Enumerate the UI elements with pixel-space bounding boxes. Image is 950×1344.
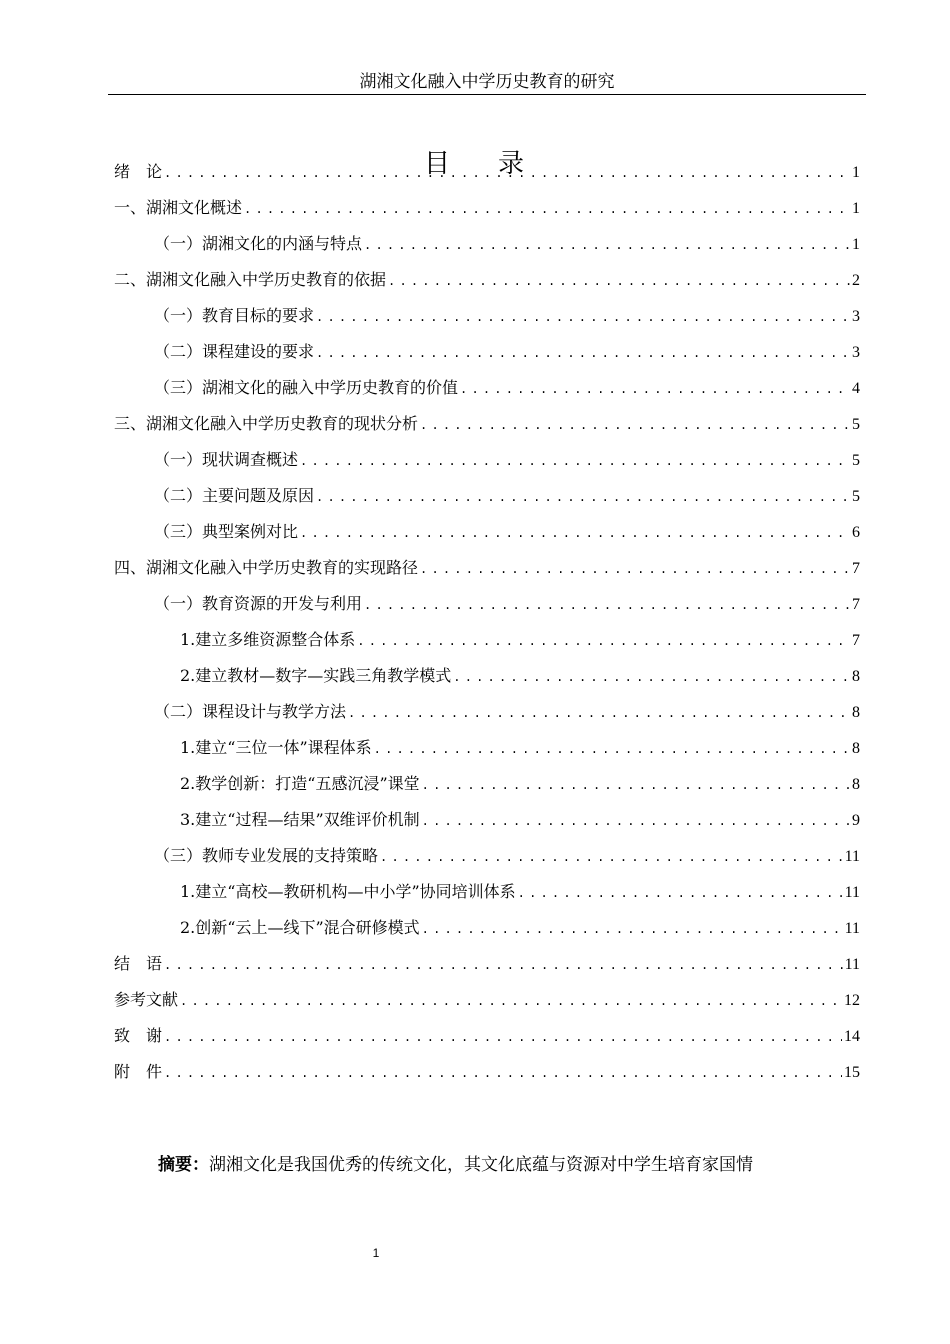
toc-entry-chapter-1[interactable] [114,195,860,221]
toc-entry-page: 7 [852,632,860,649]
toc-leader-dots [300,448,850,474]
toc-entry-section-1-1[interactable] [154,231,860,257]
toc-entry-page: 8 [852,740,860,757]
toc-leader-dots [164,952,843,978]
toc-entry-label: （三）典型案例对比 [154,522,299,541]
toc-leader-dots [348,700,850,726]
toc-title-right: 录 [498,149,527,179]
toc-entry-section-4-2-2[interactable] [180,771,860,797]
toc-entry-label: （二）课程设计与教学方法 [154,702,347,721]
toc-entry-page: 3 [852,344,860,361]
toc-entry-acknowledgements[interactable] [114,1023,860,1049]
toc-entry-page: 8 [852,704,860,721]
toc-entry-label: （一）湖湘文化的内涵与特点 [154,234,363,253]
toc-entry-conclusion[interactable] [114,951,860,977]
toc-entry-page: 7 [852,596,860,613]
toc-leader-dots [244,196,850,222]
toc-entry-appendix[interactable] [114,1059,860,1085]
toc-entry-chapter-3[interactable] [114,411,860,437]
toc-entry-section-2-1[interactable] [154,303,860,329]
toc-leader-dots [364,232,850,258]
toc-entry-references[interactable] [114,987,860,1013]
toc-entry-label: 1.建立多维资源整合体系 [180,630,356,649]
toc-entry-introduction[interactable] [114,159,860,185]
toc-entry-label: 2.创新“云上—线下”混合研修模式 [180,918,420,937]
toc-entry-page: 11 [844,884,860,901]
abstract-text: 湖湘文化是我国优秀的传统文化，其文化底蕴与资源对中学生培育家国情 [209,1155,753,1175]
toc-entry-section-3-2[interactable] [154,483,860,509]
toc-leader-dots [420,412,850,438]
toc-entry-section-3-3[interactable] [154,519,860,545]
toc-leader-dots [164,1060,842,1086]
toc-leader-dots [164,160,850,186]
toc-entry-label: 1.建立“高校—教研机构—中小学”协同培训体系 [180,882,516,901]
toc-entry-section-4-3-1[interactable] [180,879,860,905]
toc-entry-label: （一）教育目标的要求 [154,306,315,325]
toc-entry-label: 结 语 [114,954,163,973]
toc-entry-label: （二）主要问题及原因 [154,486,315,505]
toc-entry-section-2-3[interactable] [154,375,860,401]
toc-leader-dots [357,628,850,654]
abstract-paragraph [158,1152,858,1178]
toc-leader-dots [518,880,843,906]
toc-entry-label: 四、湖湘文化融入中学历史教育的实现路径 [114,558,419,577]
page-number: 1 [372,1246,380,1260]
toc-leader-dots [422,772,850,798]
toc-entry-label: 致 谢 [114,1026,163,1045]
toc-entry-label: 附 件 [114,1062,163,1081]
toc-entry-section-4-1[interactable] [154,591,860,617]
toc-title-left: 目 [423,149,452,179]
toc-entry-label: 参考文献 [114,990,179,1009]
toc-leader-dots [380,844,843,870]
toc-entry-label: （二）课程建设的要求 [154,342,315,361]
toc-leader-dots [453,664,850,690]
toc-entry-chapter-4[interactable] [114,555,860,581]
toc-entry-section-4-2[interactable] [154,699,860,725]
toc-entry-label: 3.建立“过程—结果”双维评价机制 [180,810,420,829]
toc-leader-dots [300,520,850,546]
abstract-label: 摘要： [158,1155,209,1175]
toc-leader-dots [364,592,850,618]
toc-entry-page: 15 [844,1064,860,1081]
toc-leader-dots [422,916,843,942]
toc-leader-dots [374,736,850,762]
toc-entry-label: （三）湖湘文化的融入中学历史教育的价值 [154,378,459,397]
toc-entry-page: 14 [844,1028,860,1045]
toc-entry-page: 5 [852,416,860,433]
toc-entry-page: 5 [852,488,860,505]
toc-leader-dots [316,484,850,510]
toc-entry-label: 1.建立“三位一体”课程体系 [180,738,372,757]
toc-entry-label: 一、湖湘文化概述 [114,198,243,217]
toc-entry-section-4-3-2[interactable] [180,915,860,941]
toc-entry-section-4-1-1[interactable] [180,627,860,653]
toc-entry-section-4-3[interactable] [154,843,860,869]
toc-entry-page: 6 [852,524,860,541]
toc-entry-section-2-2[interactable] [154,339,860,365]
toc-leader-dots [420,556,850,582]
toc-entry-page: 1 [852,200,860,217]
toc-entry-page: 12 [844,992,860,1009]
toc-entry-page: 7 [852,560,860,577]
header-rule [108,94,866,95]
toc-leader-dots [460,376,850,402]
toc-entry-section-4-1-2[interactable] [180,663,860,689]
toc-entry-section-3-1[interactable] [154,447,860,473]
toc-entry-page: 4 [852,380,860,397]
toc-entry-page: 11 [844,920,860,937]
toc-entry-label: （三）教师专业发展的支持策略 [154,846,379,865]
toc-entry-page: 1 [852,164,860,181]
toc-entry-section-4-2-1[interactable] [180,735,860,761]
toc-entry-page: 9 [852,812,860,829]
toc-entry-label: （一）现状调查概述 [154,450,299,469]
toc-entry-page: 2 [852,272,860,289]
toc-leader-dots [316,340,850,366]
toc-entry-label: 二、湖湘文化融入中学历史教育的依据 [114,270,387,289]
toc-entry-page: 8 [852,776,860,793]
toc-leader-dots [164,1024,842,1050]
toc-entry-page: 11 [844,956,860,973]
toc-entry-page: 5 [852,452,860,469]
toc-entry-label: 2.教学创新：打造“五感沉浸”课堂 [180,774,420,793]
toc-entry-page: 8 [852,668,860,685]
toc-entry-page: 3 [852,308,860,325]
toc-leader-dots [316,304,850,330]
toc-entry-page: 11 [844,848,860,865]
toc-entry-label: 三、湖湘文化融入中学历史教育的现状分析 [114,414,419,433]
toc-entry-label: 绪 论 [114,162,163,181]
toc-entry-label: 2.建立教材—数字—实践三角教学模式 [180,666,452,685]
toc-entry-section-4-2-3[interactable] [180,807,860,833]
toc-entry-label: （一）教育资源的开发与利用 [154,594,363,613]
running-header: 湖湘文化融入中学历史教育的研究 [359,72,615,92]
toc-leader-dots [180,988,842,1014]
toc-entry-page: 1 [852,236,860,253]
toc-leader-dots [388,268,850,294]
toc-entry-chapter-2[interactable] [114,267,860,293]
toc-leader-dots [422,808,850,834]
